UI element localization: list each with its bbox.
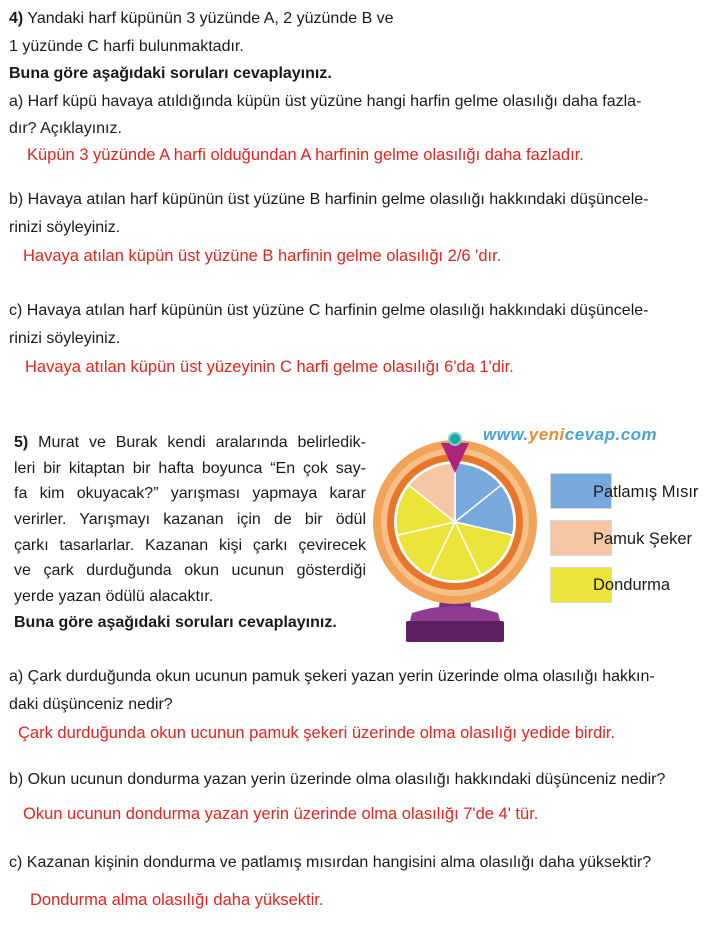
watermark-part: yeni bbox=[528, 425, 565, 444]
q4-a-question-line2: dır? Açıklayınız. bbox=[9, 120, 122, 137]
q4-b-answer: Havaya atılan küpün üst yüzüne B harfinin gelme olasılığı 2/6 'dır. bbox=[23, 247, 502, 265]
q5-a-question-line1: a) Çark durduğunda okun ucunun pamuk şekeri yazan yerin üzerinde olma olasılığı hakkın- bbox=[9, 668, 655, 685]
wheel-sectors bbox=[396, 463, 514, 581]
q5-number: 5) bbox=[14, 434, 29, 451]
q4-instruction: Buna göre aşağıdaki soruları cevaplayınız. bbox=[9, 65, 332, 82]
q5-line: leri bir kitaptan bir hafta boyunca “En çok say- bbox=[14, 459, 366, 477]
q5-line: fa kim okuyacak?” yarışması yapmaya karar bbox=[14, 485, 366, 503]
q5-c-answer: Dondurma alma olasılığı daha yüksektir. bbox=[30, 891, 324, 909]
q5-a-question-line2: daki düşünceniz nedir? bbox=[9, 696, 173, 713]
q5-line-text: Murat ve Burak kendi aralarında belirledik- bbox=[38, 434, 366, 451]
q5-line: çarkı tasarlarlar. Kazanan kişi çarkı çevirecek bbox=[14, 536, 366, 554]
q4-b-question-line2: rinizi söyleyiniz. bbox=[9, 219, 121, 236]
q4-a-question-line1: a) Harf küpü havaya atıldığında küpün üst yüzüne hangi harfin gelme olasılığı daha fazla- bbox=[9, 93, 642, 110]
q5-line: ve çark durduğunda okun ucunun gösterdiği bbox=[14, 562, 366, 580]
wheel-stand-base bbox=[410, 606, 500, 621]
q4-intro-line2: 1 yüzünde C harfi bulunmaktadır. bbox=[9, 38, 244, 55]
q5-b-answer: Okun ucunun dondurma yazan yerin üzerinde olma olasılığı 7'de 4' tür. bbox=[23, 805, 539, 823]
q4-intro-line1 bbox=[9, 9, 394, 29]
legend-label-patlamis-misir: Patlamış Mısır bbox=[593, 483, 699, 501]
q4-c-question-line2: rinizi söyleyiniz. bbox=[9, 330, 121, 347]
q5-line: verirler. Yarışmayı kazanan için de bir ödül bbox=[14, 511, 366, 529]
legend-label-pamuk-seker: Pamuk Şeker bbox=[593, 530, 693, 548]
wheel-pointer-pin bbox=[449, 433, 461, 445]
q4-c-answer: Havaya atılan küpün üst yüzeyinin C harfi gelme olasılığı 6'da 1'dir. bbox=[25, 358, 514, 376]
watermark-part: .com bbox=[615, 425, 658, 444]
q4-intro-text: Yandaki harf küpünün 3 yüzünde A, 2 yüzünde B ve bbox=[27, 10, 394, 27]
q5-a-answer: Çark durduğunda okun ucunun pamuk şekeri üzerinde olma olasılığı yedide birdir. bbox=[18, 724, 616, 742]
q4-b-question-line1: b) Havaya atılan harf küpünün üst yüzüne B harfinin gelme olasılığı hakkındaki düşüncele- bbox=[9, 191, 649, 208]
watermark-part: cevap bbox=[564, 425, 616, 444]
q5-line: yerde yazan ödülü alacaktır. bbox=[14, 588, 214, 606]
q5-c-question: c) Kazanan kişinin dondurma ve patlamış mısırdan hangisini alma olasılığı daha yüksektir? bbox=[9, 854, 652, 871]
q5-line bbox=[14, 430, 366, 456]
q4-number: 4) bbox=[9, 10, 24, 27]
wheel-stand-foot bbox=[406, 621, 504, 642]
legend-label-dondurma: Dondurma bbox=[593, 576, 671, 594]
q5-paragraph bbox=[14, 430, 366, 636]
q4-c-question-line1: c) Havaya atılan harf küpünün üst yüzüne C harfinin gelme olasılığı hakkındaki düşüncele- bbox=[9, 302, 649, 319]
q5-instruction: Buna göre aşağıdaki soruları cevaplayınız. bbox=[14, 613, 337, 631]
q5-b-question: b) Okun ucunun dondurma yazan yerin üzerinde olma olasılığı hakkındaki düşünceniz nedir? bbox=[9, 771, 666, 788]
prize-wheel bbox=[370, 425, 540, 655]
q4-a-answer: Küpün 3 yüzünde A harfi olduğundan A harfinin gelme olasılığı daha fazladır. bbox=[27, 146, 584, 164]
watermark-part: www. bbox=[483, 425, 529, 444]
